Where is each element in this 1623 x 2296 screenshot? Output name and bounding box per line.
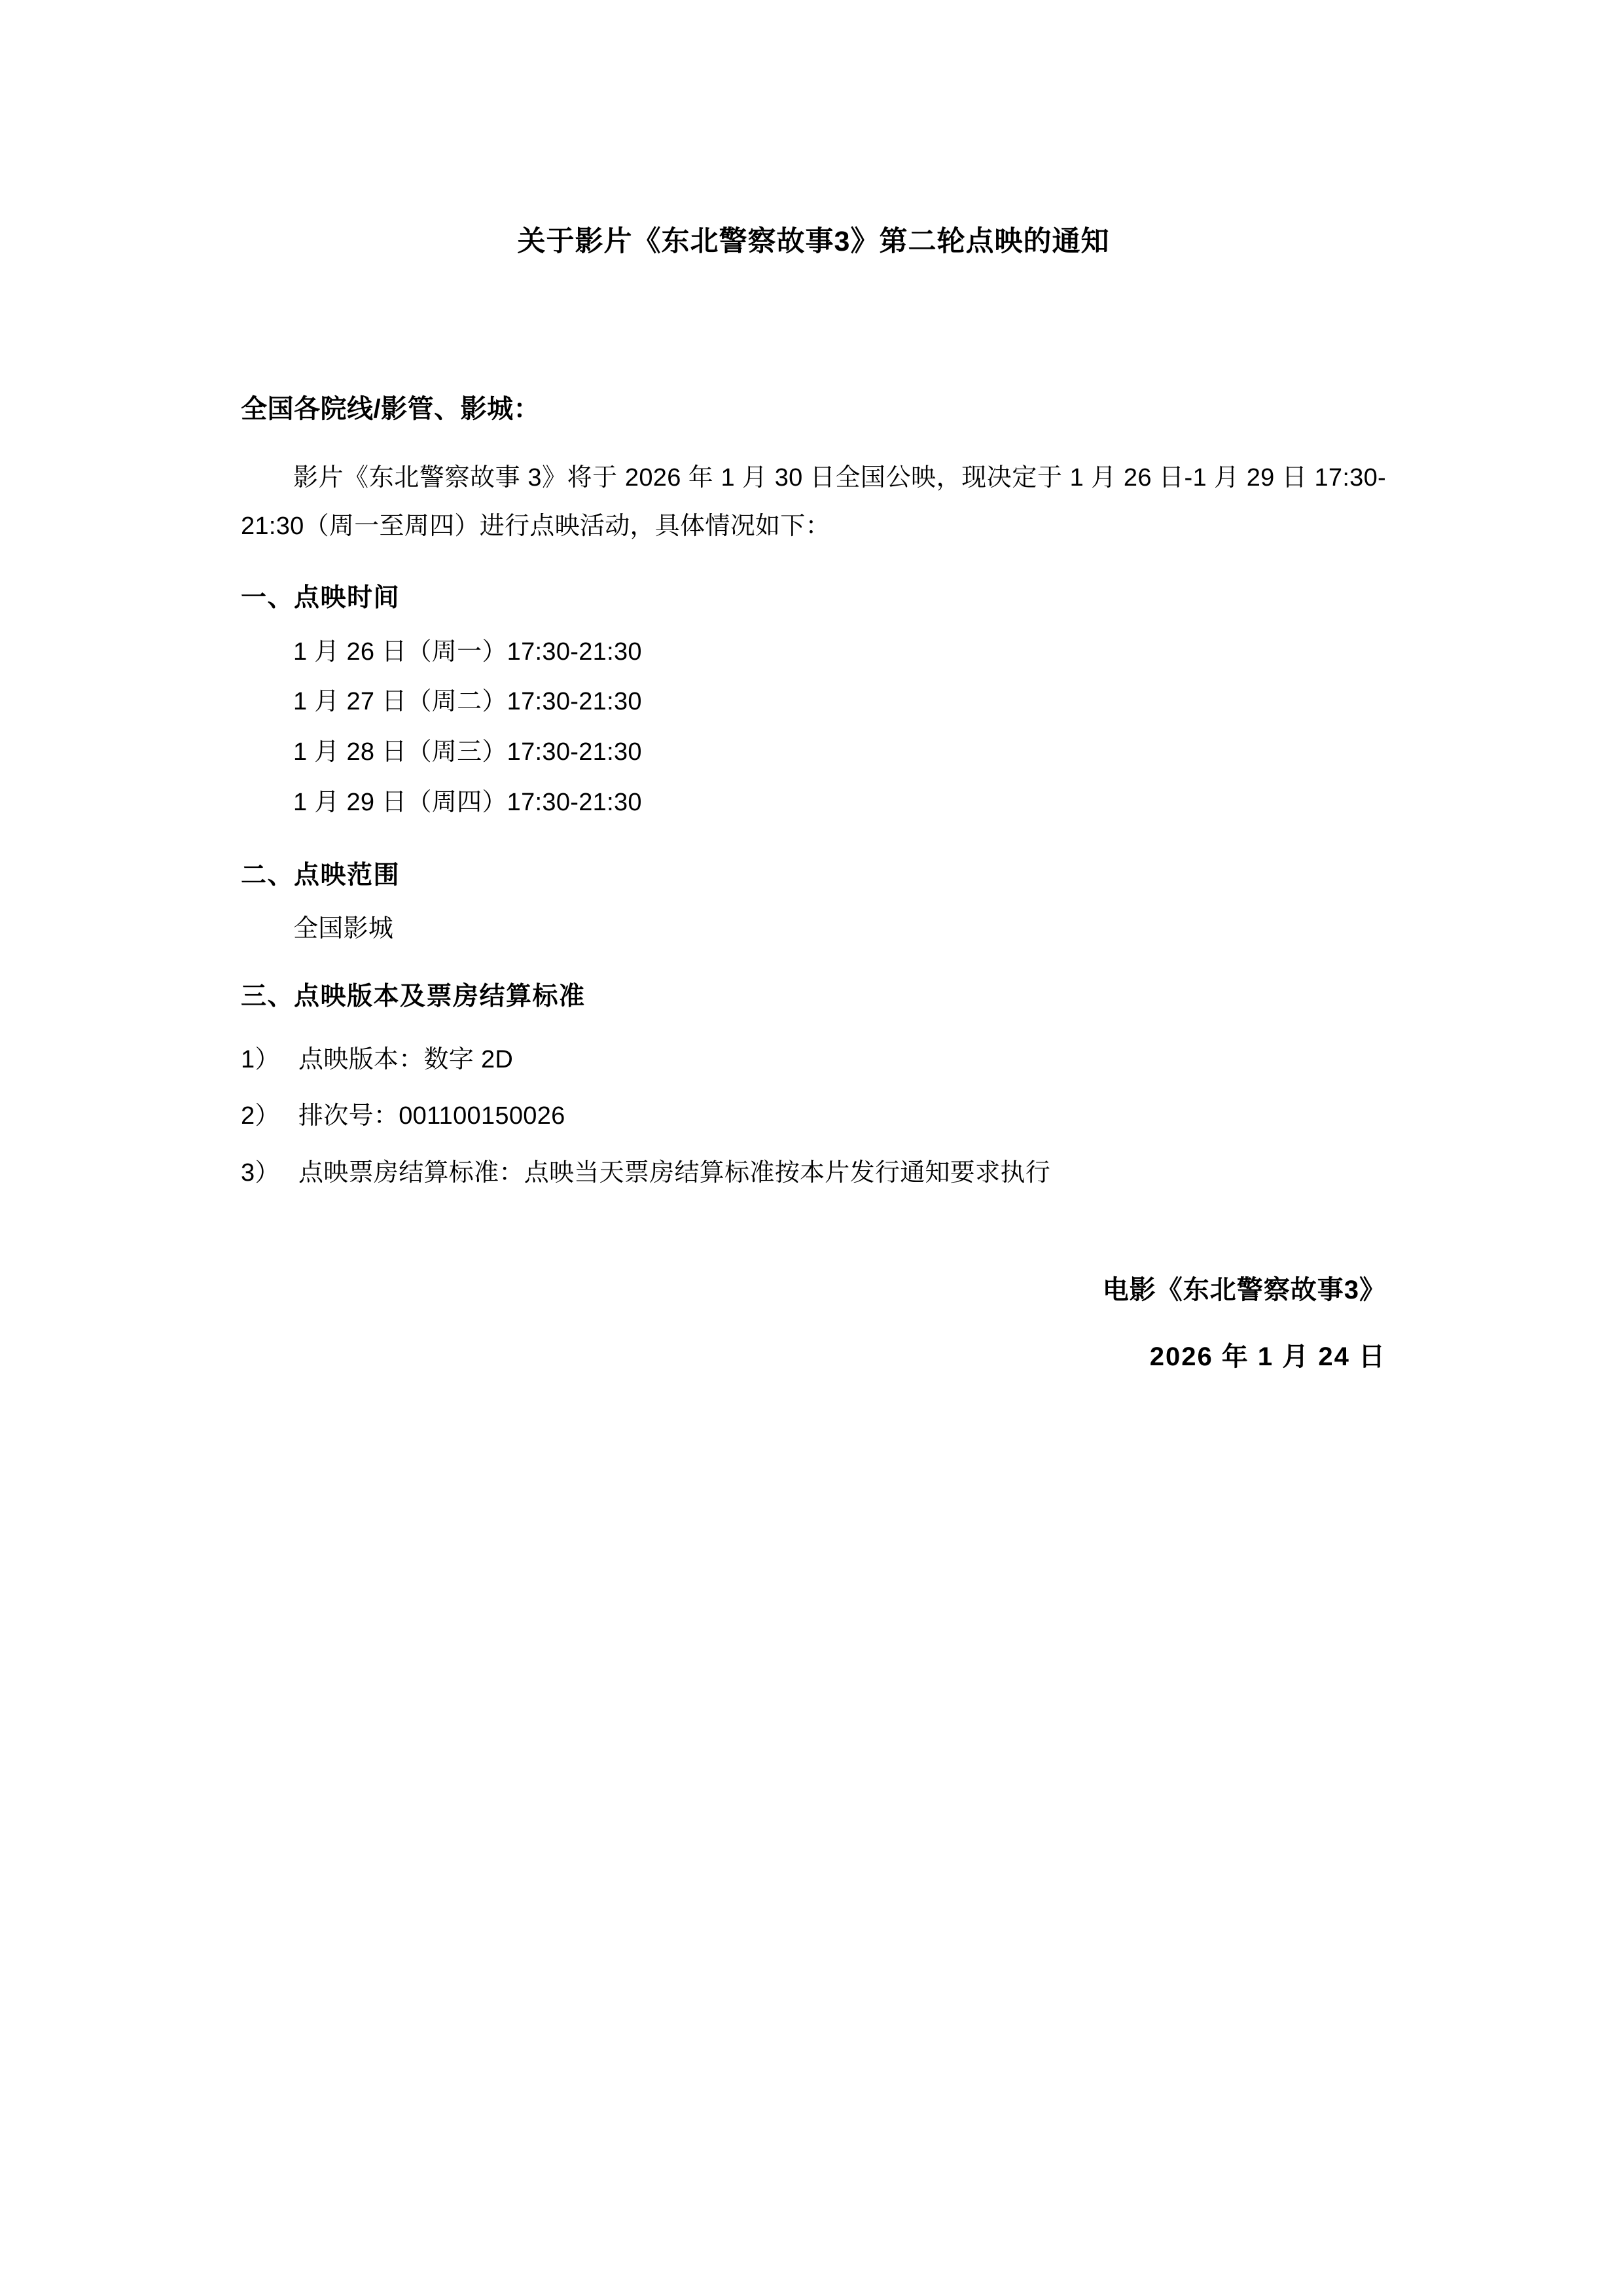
signoff-issuer: 电影《东北警察故事3》 (1102, 1275, 1386, 1304)
list-item-text: 点映版本：数字 2D (298, 1045, 514, 1073)
list-item (241, 1153, 1386, 1193)
page-title: 关于影片《东北警察故事3》第二轮点映的通知 (517, 226, 1110, 257)
list-item: 1 月 29 日（周四）17:30-21:30 (293, 788, 642, 816)
section-heading-screening-time: 一、点映时间 (241, 584, 401, 613)
list-item-text: 点映票房结算标准：点映当天票房结算标准按本片发行通知要求执行 (298, 1159, 1051, 1187)
list-item-text: 排次号：001100150026 (298, 1102, 565, 1130)
signoff-date: 2026 年 1 月 24 日 (1149, 1342, 1386, 1371)
signoff-block (241, 1270, 1386, 1376)
screening-time-list (241, 627, 1386, 828)
list-item: 全国影城 (293, 915, 394, 943)
list-item: 1 月 27 日（周二）17:30-21:30 (293, 688, 642, 716)
list-marker: 2） (241, 1102, 280, 1130)
list-item (241, 1096, 1386, 1136)
numbered-list (241, 1040, 1386, 1193)
list-item: 1 月 28 日（周三）17:30-21:30 (293, 738, 642, 766)
list-marker: 1） (241, 1045, 280, 1073)
intro-paragraph: 影片《东北警察故事 3》将于 2026 年 1 月 30 日全国公映，现决定于 1 月 26 日-1 月 29 日 17:30-21:30（周一至周四）进行点映活动，具体情况如下： (241, 464, 1386, 541)
document-content (241, 0, 1386, 1376)
list-item: 1 月 26 日（周一）17:30-21:30 (293, 637, 642, 666)
list-marker: 3） (241, 1159, 280, 1187)
section-heading-screening-scope: 二、点映范围 (241, 861, 401, 889)
section-heading-version-and-settlement: 三、点映版本及票房结算标准 (241, 982, 586, 1011)
salutation: 全国各院线/影管、影城： (241, 395, 541, 424)
list-item (241, 1040, 1386, 1080)
